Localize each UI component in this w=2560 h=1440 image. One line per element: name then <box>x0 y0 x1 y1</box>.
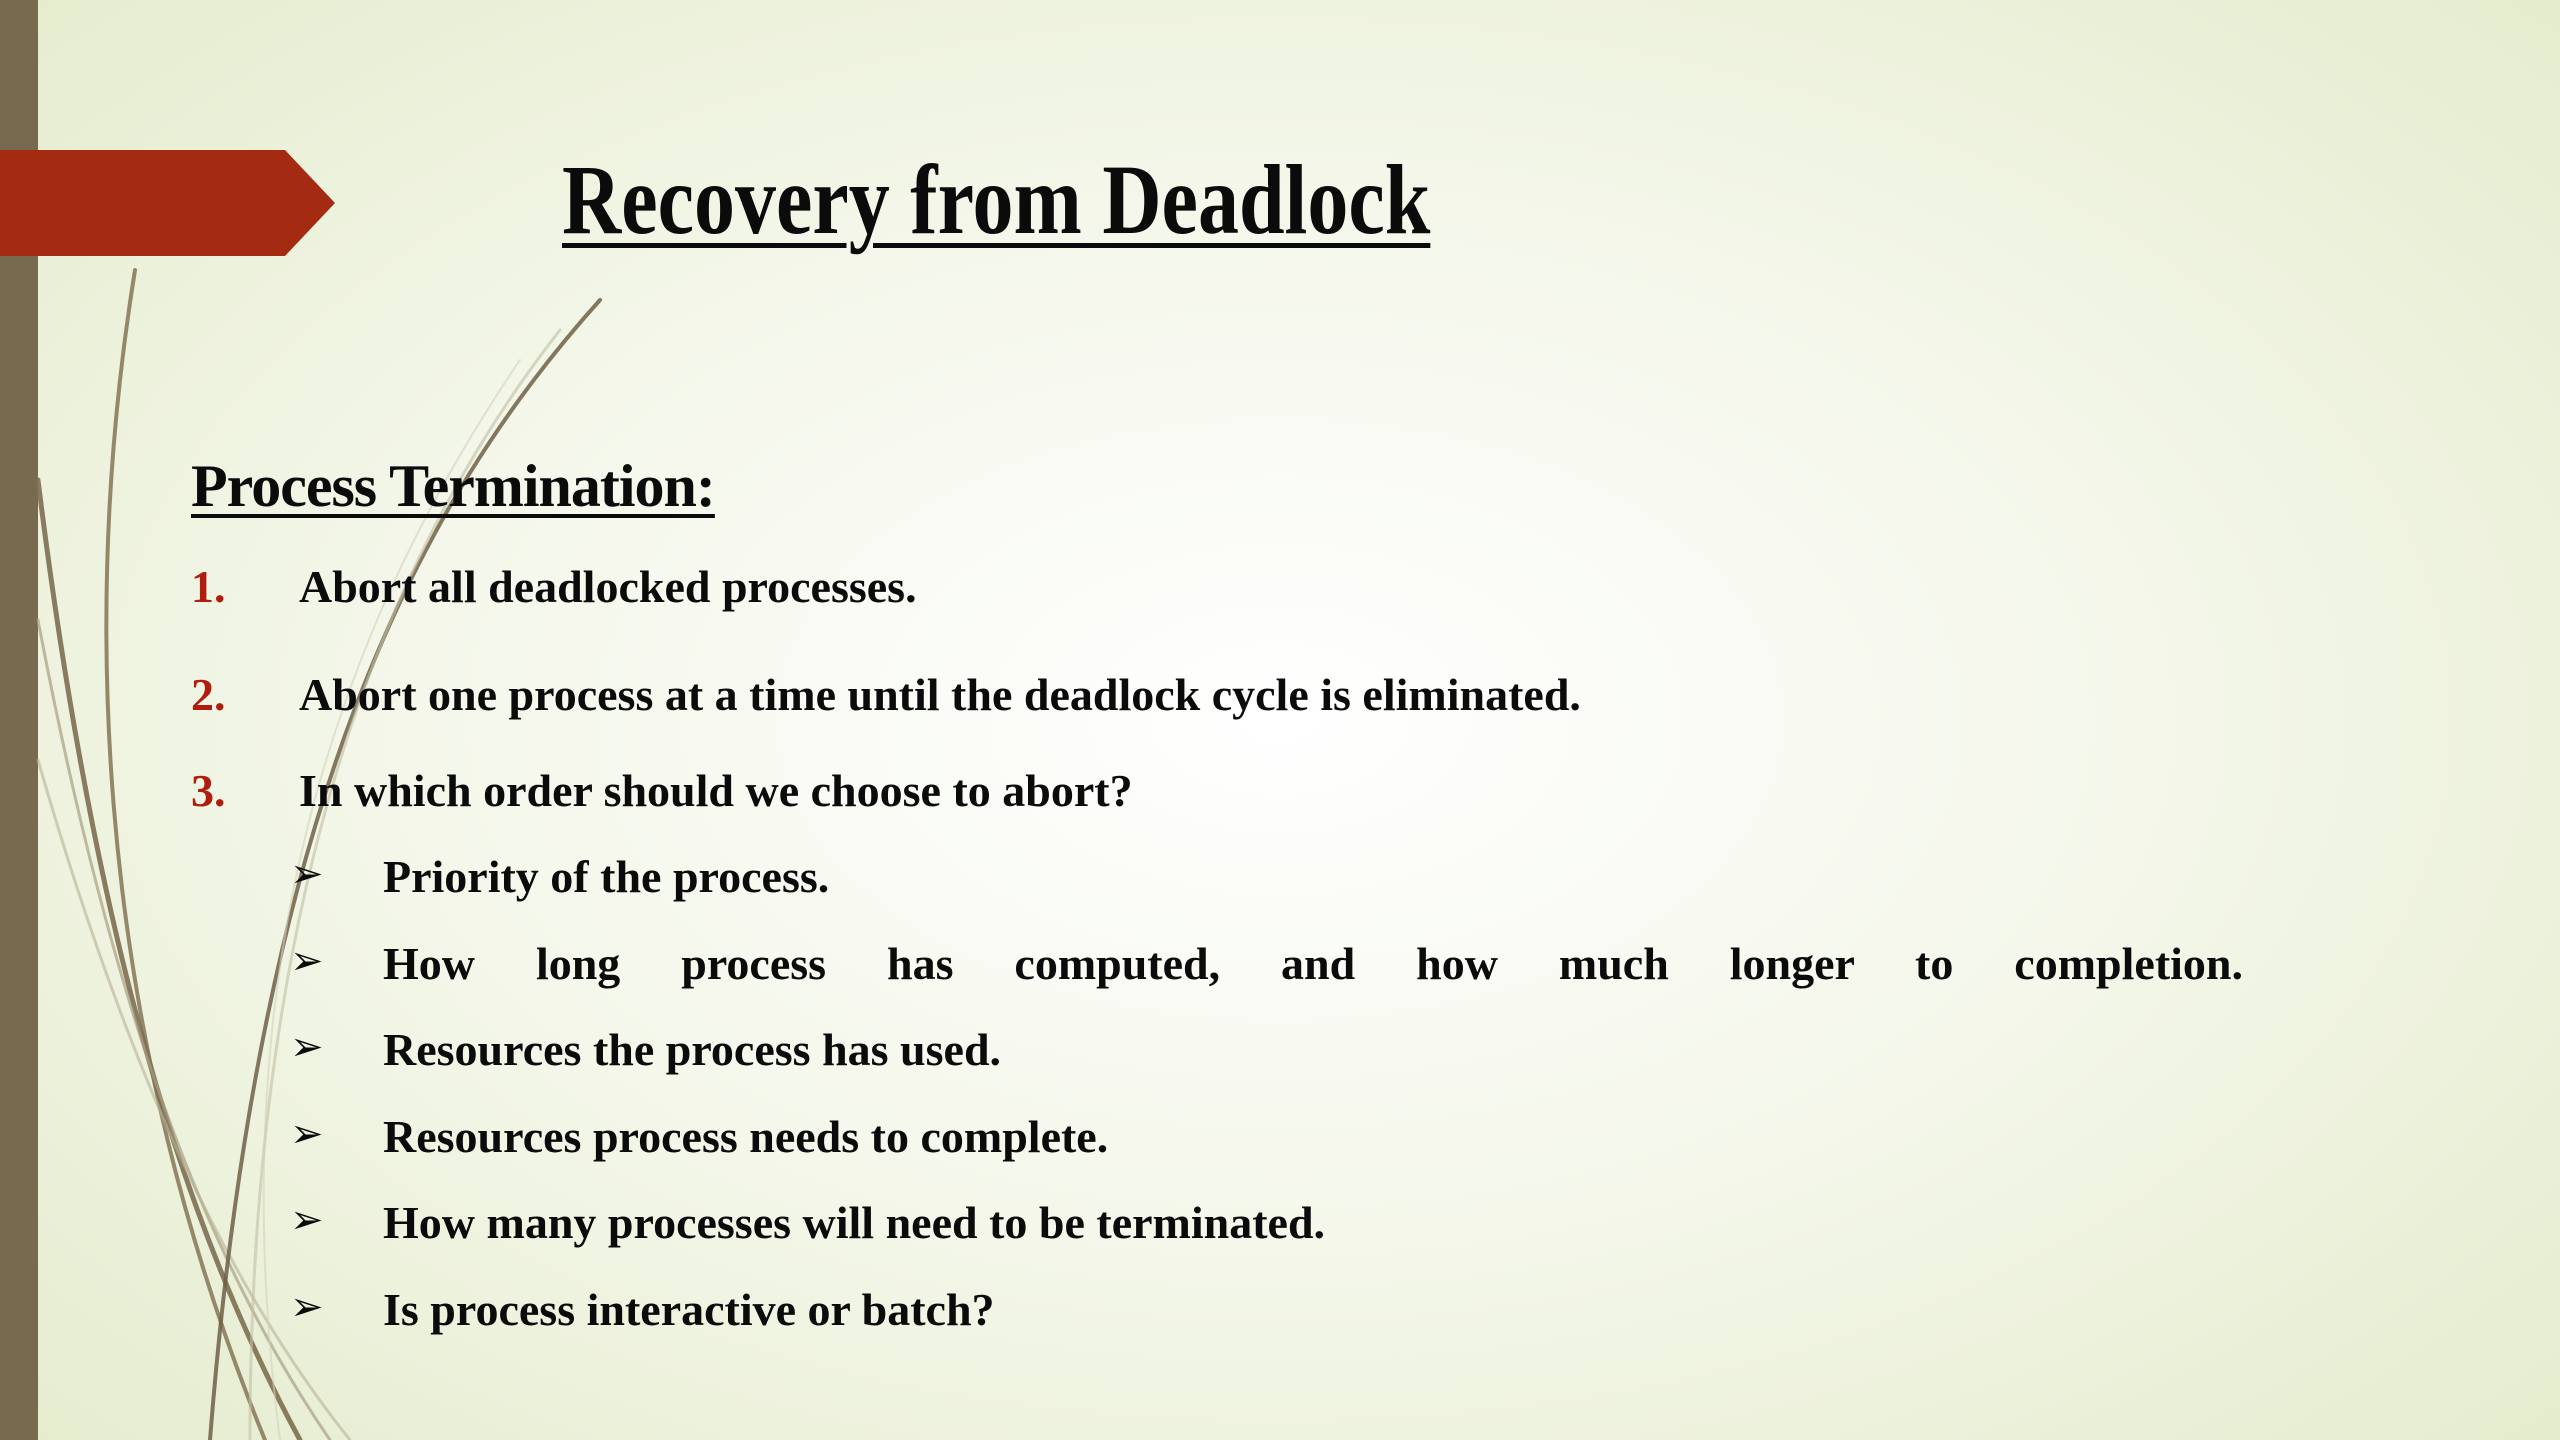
item-text: In which order should we choose to abort? <box>299 765 1133 816</box>
arrow-bullet-icon: ➢ <box>290 1284 324 1330</box>
item-number: 1. <box>191 561 226 612</box>
item-text: Abort one process at a time until the deadlock cycle is eliminated. <box>299 669 1581 720</box>
slide-title: Recovery from Deadlock <box>562 144 1431 255</box>
arrow-bullet-icon: ➢ <box>290 851 324 897</box>
sub-item-text: Priority of the process. <box>383 851 830 902</box>
sub-item-text: Is process interactive or batch? <box>383 1284 995 1335</box>
arrow-bullet-icon: ➢ <box>290 938 324 984</box>
arrow-bullet-icon: ➢ <box>290 1111 324 1157</box>
sub-item-text: How long process has computed, and how much longer to completion. <box>383 938 2243 989</box>
sub-item-text: Resources the process has used. <box>383 1024 1002 1075</box>
arrow-bullet-icon: ➢ <box>290 1024 324 1070</box>
section-heading: Process Termination: <box>191 453 715 519</box>
arrow-bullet-icon: ➢ <box>290 1197 324 1243</box>
sub-item-text: Resources process needs to complete. <box>383 1111 1109 1162</box>
item-number: 2. <box>191 669 226 720</box>
sub-item-text: How many processes will need to be terminated. <box>383 1197 1326 1248</box>
item-text: Abort all deadlocked processes. <box>299 561 917 612</box>
item-number: 3. <box>191 765 226 816</box>
